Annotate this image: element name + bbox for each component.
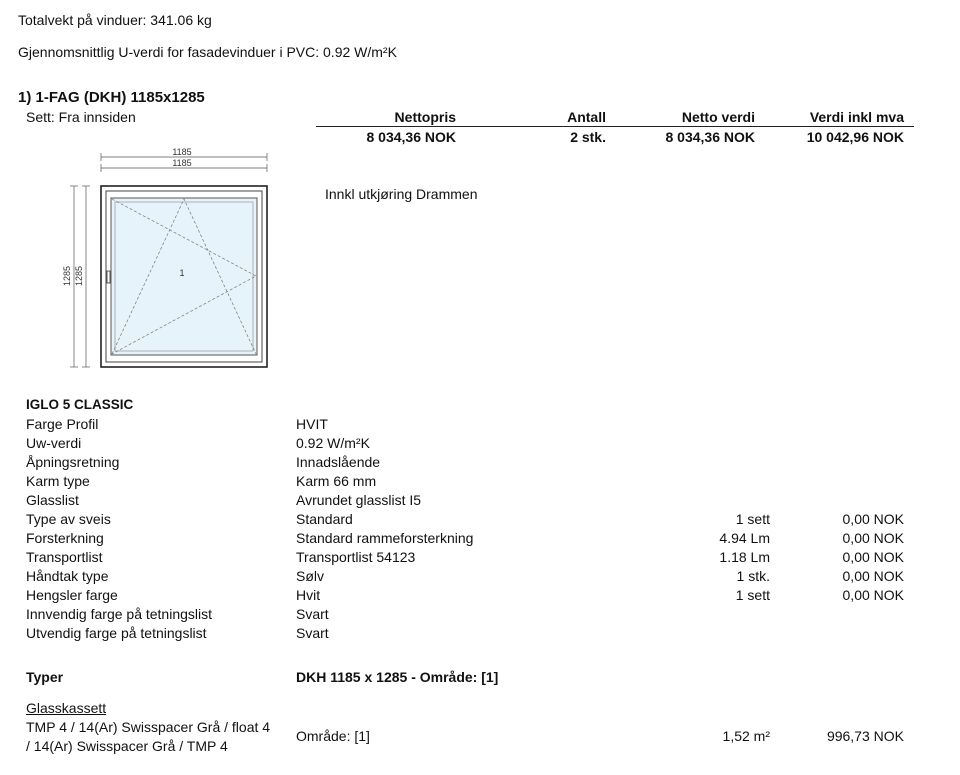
spec-price-hinge-color: 0,00 NOK — [842, 587, 904, 603]
delivery-note: Innkl utkjøring Drammen — [325, 186, 478, 202]
price-header-divider — [316, 126, 914, 127]
handle-icon — [107, 271, 110, 283]
value-incl-vat-value: 10 042,96 NOK — [806, 129, 904, 145]
total-weight: Totalvekt på vinduer: 341.06 kg — [18, 12, 212, 28]
spec-label-glazing-bead: Glasslist — [26, 492, 79, 508]
spec-label-reinforcement: Forsterkning — [26, 530, 104, 546]
glass-unit-price: 996,73 NOK — [826, 728, 904, 744]
average-u-value: Gjennomsnittlig U-verdi for fasadevinduer i PVC: 0.92 W/m²K — [18, 44, 397, 60]
glass-unit-heading: Glasskassett — [26, 700, 107, 716]
spec-value-uw-value: 0.92 W/m²K — [296, 435, 370, 451]
spec-label-outer-seal-color: Utvendig farge på tetningslist — [26, 625, 207, 641]
spec-value-inner-seal-color: Svart — [296, 606, 329, 622]
spec-value-hinge-color: Hvit — [296, 587, 321, 603]
glass-unit-description-line2: / 14(Ar) Swisspacer Grå / TMP 4 — [26, 738, 228, 754]
spec-label-color-profile: Farge Profil — [26, 416, 99, 432]
item-title: 1) 1-FAG (DKH) 1185x1285 — [18, 89, 205, 106]
glass-unit-area: Område: [1] — [296, 728, 370, 744]
types-label: Typer — [26, 669, 64, 685]
spec-label-hinge-color: Hengsler farge — [26, 587, 118, 603]
types-value: DKH 1185 x 1285 - Område: [1] — [296, 669, 499, 685]
window-drawing — [55, 145, 280, 375]
spec-label-frame-type: Karm type — [26, 473, 90, 489]
spec-value-outer-seal-color: Svart — [296, 625, 329, 641]
width-label-inner: 1185 — [172, 158, 192, 168]
spec-price-weld-type: 0,00 NOK — [842, 511, 904, 527]
spec-label-weld-type: Type av sveis — [26, 511, 111, 527]
spec-value-glazing-bead: Avrundet glasslist I5 — [296, 492, 422, 508]
height-label-inner: 1285 — [74, 265, 84, 287]
header-quantity: Antall — [567, 109, 606, 125]
height-label-outer: 1285 — [62, 265, 72, 287]
spec-label-handle-type: Håndtak type — [26, 568, 109, 584]
spec-label-transport-strip: Transportlist — [26, 549, 103, 565]
header-value-incl-vat: Verdi inkl mva — [809, 109, 904, 125]
spec-price-reinforcement: 0,00 NOK — [842, 530, 904, 546]
spec-label-uw-value: Uw-verdi — [26, 435, 82, 451]
spec-qty-weld-type: 1 sett — [735, 511, 770, 527]
spec-qty-reinforcement: 4.94 Lm — [719, 530, 770, 546]
width-label-outer: 1185 — [172, 147, 192, 157]
spec-price-handle-type: 0,00 NOK — [842, 568, 904, 584]
spec-qty-handle-type: 1 stk. — [736, 568, 770, 584]
spec-value-reinforcement: Standard rammeforsterkning — [296, 530, 474, 546]
spec-value-opening-direction: Innadslående — [296, 454, 381, 470]
glass-unit-quantity: 1,52 m² — [722, 728, 770, 744]
glass-unit-description-line1: TMP 4 / 14(Ar) Swisspacer Grå / float 4 — [26, 719, 271, 735]
header-net-price: Nettopris — [394, 109, 456, 125]
spec-value-handle-type: Sølv — [296, 568, 324, 584]
spec-label-opening-direction: Åpningsretning — [26, 454, 120, 470]
spec-price-transport-strip: 0,00 NOK — [842, 549, 904, 565]
seen-from-label: Sett: Fra innsiden — [26, 109, 136, 125]
sash-number: 1 — [179, 268, 185, 278]
spec-value-transport-strip: Transportlist 54123 — [296, 549, 416, 565]
net-price-value: 8 034,36 NOK — [366, 129, 456, 145]
header-net-value: Netto verdi — [681, 109, 755, 125]
spec-value-frame-type: Karm 66 mm — [296, 473, 377, 489]
net-value-value: 8 034,36 NOK — [665, 129, 755, 145]
spec-label-inner-seal-color: Innvendig farge på tetningslist — [26, 606, 213, 622]
spec-value-color-profile: HVIT — [296, 416, 328, 432]
spec-qty-transport-strip: 1.18 Lm — [719, 549, 770, 565]
spec-value-weld-type: Standard — [296, 511, 353, 527]
product-name: IGLO 5 CLASSIC — [26, 397, 134, 412]
spec-qty-hinge-color: 1 sett — [735, 587, 770, 603]
quantity-value: 2 stk. — [570, 129, 606, 145]
